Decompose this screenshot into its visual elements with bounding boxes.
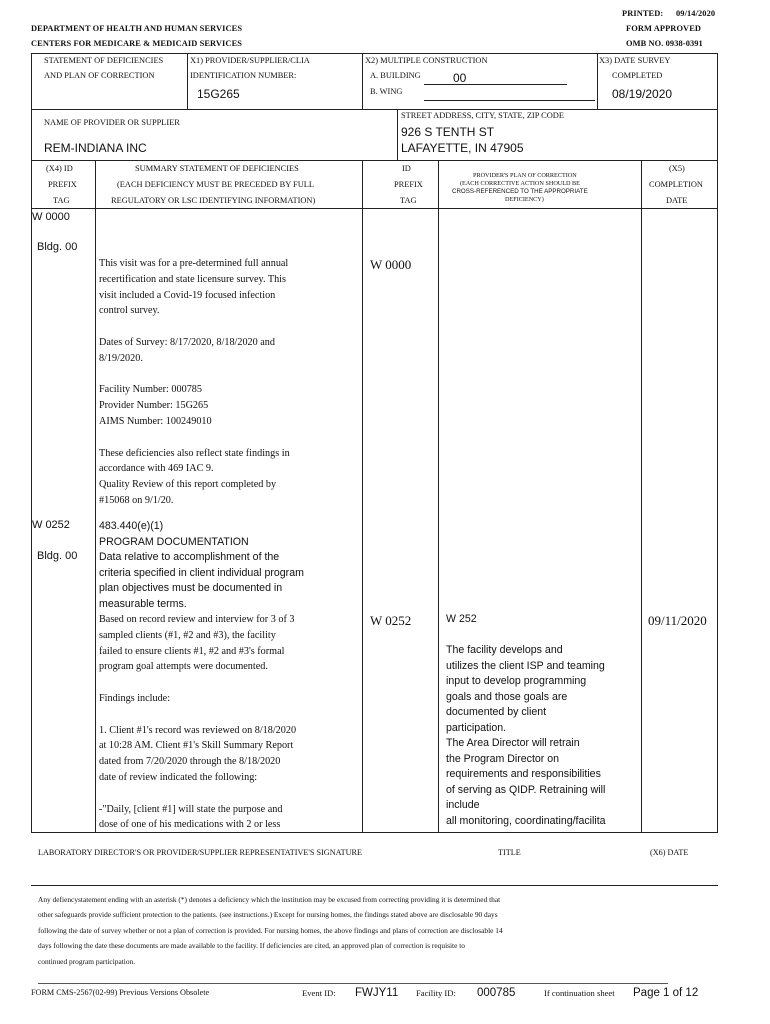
tag-w0000: W 0000 [32,211,70,223]
id-prefix-label: PREFIX [394,180,423,189]
summary-w252-regulation: 483.440(e)(1) PROGRAM DOCUMENTATION Data relative to accomplishment of the criteria specified in client individual program plan objectives must be documented in measurable terms. [99,520,304,610]
x5-label: (X5) [669,164,685,173]
statement-label-1: STATEMENT OF DEFICIENCIES [44,56,164,65]
summary-header-1: SUMMARY STATEMENT OF DEFICIENCIES [135,164,299,173]
summary-w252-findings: Based on record review and interview for 3 of 3 sampled clients (#1, #2 and #3), the facility failed to ensure clients #1, #2 and #3's formal program goal attempts were documented. Findings include: 1. Client #1's record was reviewed on 8/18/2020 at 10:28 AM. Client #1's Skill Summary Report dated from 7/20/2020 through the 8/18/2020 date of review indicated the following: -"Daily, [client #1] will state the purpose and dose of one of his medications with 2 or less [99,614,297,831]
address-label: STREET ADDRESS, CITY, STATE, ZIP CODE [401,111,564,120]
plan-header-1: PROVIDER'S PLAN OF CORRECTION [473,172,577,179]
event-id-value: FWJY11 [355,987,399,999]
id-label: ID [402,164,411,173]
page-number: Page 1 of 12 [633,987,699,999]
wing-label: B. WING [370,87,403,96]
event-id-label: Event ID: [302,988,336,998]
facility-id-label: Facility ID: [416,988,456,998]
multiple-construction-label: X2) MULTIPLE CONSTRUCTION [365,56,488,65]
signature-date-label: (X6) DATE [650,848,689,857]
form-approved: FORM APPROVED [626,24,702,33]
x4-prefix-label: PREFIX [48,180,77,189]
title-label: TITLE [498,848,521,857]
printed-label: PRINTED: [622,9,664,18]
id-tag-w0252: W 0252 [370,613,412,628]
continuation-label: If continuation sheet [544,988,615,998]
plan-header-2: (EACH CORRECTIVE ACTION SHOULD BE [460,180,580,187]
form-number: FORM CMS-2567(02-99) Previous Versions Obsolete [31,988,210,997]
centers-name: CENTERS FOR MEDICARE & MEDICAID SERVICES [31,39,243,48]
completed-label: COMPLETED [612,71,663,80]
building-w0252: Bldg. 00 [37,550,78,562]
address-line-1: 926 S TENTH ST [401,125,495,139]
footer-rule [38,983,668,984]
statement-label-2: AND PLAN OF CORRECTION [44,71,155,80]
date-survey-label: X3) DATE SURVEY [599,56,671,65]
provider-name-value: REM-INDIANA INC [44,141,147,155]
x4-id-label: (X4) ID [46,164,73,173]
department-name: DEPARTMENT OF HEALTH AND HUMAN SERVICES [31,24,243,33]
provider-clia-label: X1) PROVIDER/SUPPLIER/CLIA [190,56,310,65]
facility-id-value: 000785 [477,987,516,999]
date-survey-value: 08/19/2020 [612,87,673,101]
building-label: A. BUILDING [370,71,421,80]
id-tag-label: TAG [400,196,417,205]
footnote-text: Any defiencystatement ending with an asterisk (*) denotes a deficiency which the institution may be excused from correcting providing it is determined that other safeguards provide sufficient protection to the patients. (see instructions.) Except for nursing homes, the findings stated above are disclosable 90 days following the date of survey whether or not a plan of correction is provided. For nursing homes, the above findings and plans of correction are disclosable 14 days following the date these documents are made available to the facility. If deficiencies are cited, an approved plan of correction is requisite to continued program participation. [38,895,503,966]
signature-label: LABORATORY DIRECTOR'S OR PROVIDER/SUPPLIER REPRESENTATIVE'S SIGNATURE [38,848,362,857]
omb-number: OMB NO. 0938-0391 [626,39,703,48]
identification-number-value: 15G265 [197,87,240,101]
plan-of-correction-w252: W 252 The facility develops and utilizes the client ISP and teaming input to develop programming goals and those goals are documented by client participation. The Area Director will retrain the Program Director on requirements and responsibilities of serving as QIDP. Retraining will include all monitoring, coordinating/facilita [446,613,606,827]
building-value: 00 [453,71,467,85]
signature-rule [31,885,718,886]
summary-header-2: (EACH DEFICIENCY MUST BE PRECEDED BY FULL [117,180,314,189]
printed-date: 09/14/2020 [676,9,716,18]
summary-intro: This visit was for a pre-determined full annual recertification and state licensure survey. This visit included a Covid-19 focused infection control survey. Dates of Survey: 8/17/2020, 8/18/2020 and 8/19/2020. Facility Number: 000785 Provider Number: 15G265 AIMS Number: 100249010 These deficiencies also reflect state findings in accordance with 469 IAC 9. Quality Review of this report completed by #15068 on 9/1/20. [99,258,290,506]
id-tag-w0000: W 0000 [370,257,412,272]
x4-tag-label: TAG [53,196,70,205]
summary-header-3: REGULATORY OR LSC IDENTIFYING INFORMATION) [111,196,316,205]
completion-date-label: DATE [666,196,688,205]
completion-label: COMPLETION [649,180,703,189]
provider-name-label: NAME OF PROVIDER OR SUPPLIER [44,118,180,127]
identification-number-label: IDENTIFICATION NUMBER: [190,71,297,80]
address-line-2: LAFAYETTE, IN 47905 [401,141,524,155]
tag-w0252: W 0252 [32,519,70,531]
plan-header-4: DEFICIENCY) [505,196,544,203]
plan-header-3: CROSS-REFERENCED TO THE APPROPRIATE [452,188,588,195]
building-w0000: Bldg. 00 [37,241,78,253]
completion-date-value: 09/11/2020 [648,613,707,628]
